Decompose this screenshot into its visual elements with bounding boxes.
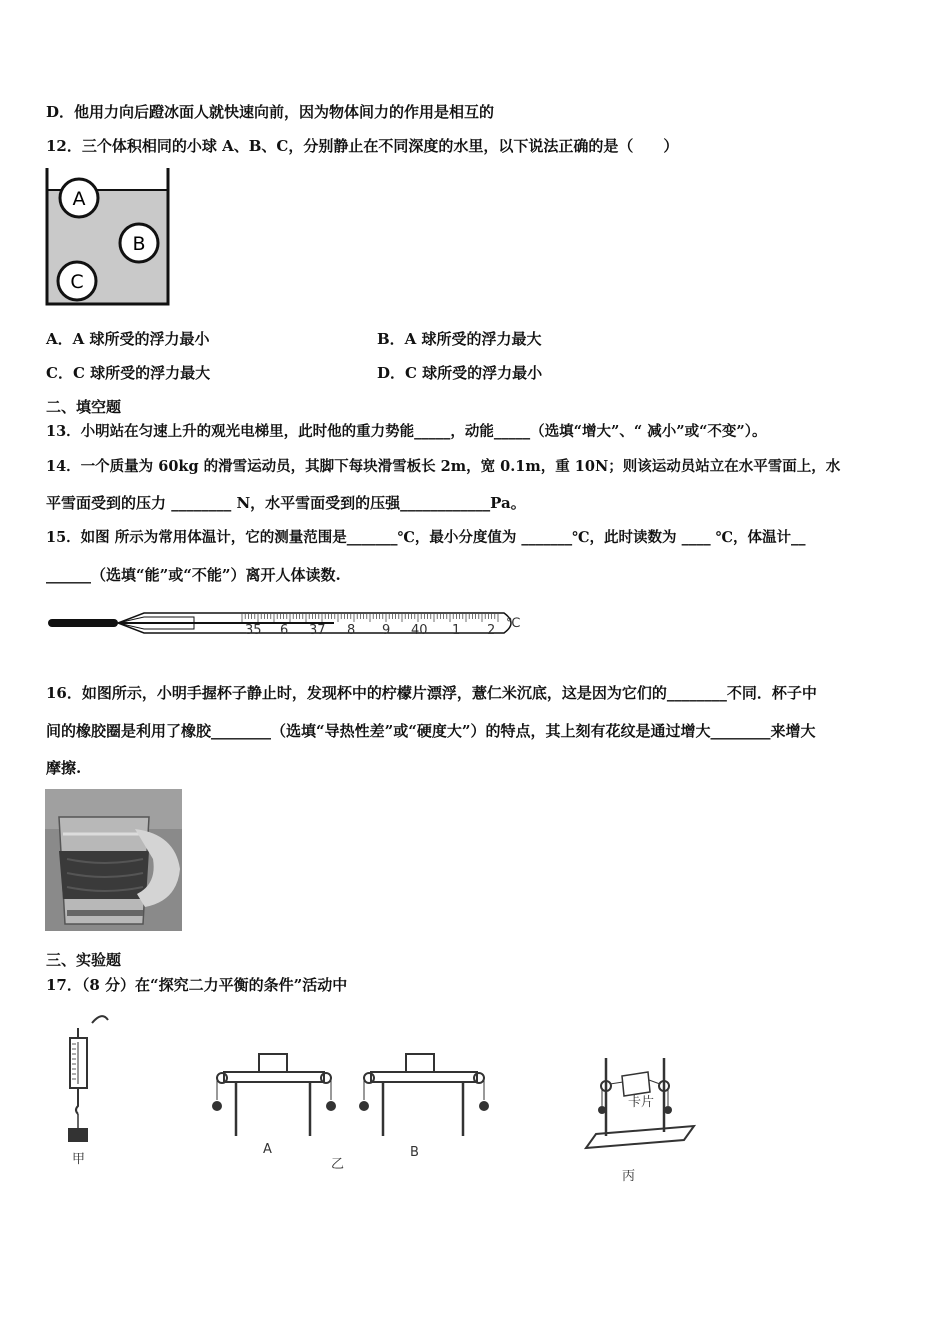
table-b	[359, 1054, 489, 1160]
label-jia: 甲	[72, 1152, 86, 1167]
q16-line2: 间的橡胶圈是利用了橡胶________（选填“导热性差”或“硬度大”）的特点，其上刻有花纹是通过增大________来增大	[46, 722, 816, 740]
ball-b-label: B	[132, 233, 146, 255]
hanging-weight-a-right	[326, 1101, 336, 1111]
q15-line1: 15．如图 所示为常用体温计，它的测量范围是_______℃，最小分度值为 _______℃，此时读数为 ____ ℃，体温计__	[46, 529, 806, 546]
string-right	[649, 1080, 660, 1084]
q12-option-b: B．A 球所受的浮力最大	[377, 330, 542, 348]
q12-stem: 12．三个体积相同的小球 A、B、C，分别静止在不同深度的水里，以下说法正确的是（ ）	[46, 137, 679, 155]
spring-scale-jia	[68, 1016, 108, 1167]
label-yi: 乙	[331, 1157, 345, 1172]
q14-line2: 平雪面受到的压力 ________ N，水平雪面受到的压强____________Pa。	[46, 494, 526, 512]
scale-label-39: 9	[382, 623, 391, 638]
base-board	[586, 1126, 694, 1148]
scale-label-42: 2	[487, 623, 496, 638]
block-a	[259, 1054, 287, 1072]
hanging-weight-left	[598, 1106, 606, 1114]
scale-label-40: 40	[411, 623, 428, 638]
table-a	[212, 1054, 336, 1157]
scale-label-41: 1	[452, 623, 461, 638]
scale-label-36: 6	[280, 623, 289, 638]
q12-beaker-figure	[44, 166, 172, 308]
q13-text: 13．小明站在匀速上升的观光电梯里，此时他的重力势能_____，动能_____（选填“增大”、“ 减小”或“不变”）。	[46, 423, 767, 440]
label-bing: 丙	[622, 1169, 636, 1184]
label-a: A	[263, 1142, 272, 1157]
section-3-title: 三、实验题	[46, 951, 122, 969]
hanging-weight-right	[664, 1106, 672, 1114]
hanging-weight-b-right	[479, 1101, 489, 1111]
card-apparatus-bing	[586, 1058, 694, 1184]
q17-stem: 17．（8 分）在“探究二力平衡的条件”活动中	[46, 976, 348, 994]
ball-c-label: C	[70, 271, 84, 293]
block-b	[406, 1054, 434, 1072]
label-b: B	[410, 1145, 419, 1160]
mercury-bulb	[48, 619, 118, 627]
q12-option-d: D．C 球所受的浮力最小	[377, 364, 543, 382]
scale-label-38: 8	[347, 623, 356, 638]
q12-option-c: C．C 球所受的浮力最大	[46, 364, 211, 382]
q11-option-d: D．他用力向后蹬冰面人就快速向前，因为物体间力的作用是相互的	[46, 103, 495, 121]
q17-figure	[44, 1008, 724, 1188]
string-left	[610, 1082, 623, 1084]
hanging-weight-b-left	[359, 1101, 369, 1111]
tabletop-b	[371, 1072, 477, 1082]
q12-option-a: A．A 球所受的浮力最小	[46, 330, 210, 348]
ball-a-label: A	[72, 188, 86, 210]
section-2-title: 二、填空题	[46, 398, 122, 416]
thermometer-figure	[44, 604, 524, 640]
q15-line2: ______（选填“能”或“不能”）离开人体读数.	[46, 566, 341, 584]
q16-line1: 16．如图所示，小明手握杯子静止时，发现杯中的柠檬片漂浮，薏仁米沉底，这是因为它们的________不同．杯子中	[46, 684, 817, 702]
hanging-weight-a-left	[212, 1101, 222, 1111]
card-label: 卡片	[628, 1095, 655, 1110]
scale-hook	[76, 1088, 78, 1114]
hand-grip	[92, 1016, 108, 1023]
scale-label-35: 35	[245, 623, 262, 638]
card	[622, 1072, 650, 1096]
scale-label-37: 37	[309, 623, 326, 638]
scale-unit: ℃	[506, 616, 521, 631]
weight-block	[68, 1128, 88, 1142]
q16-line3: 摩擦.	[46, 759, 82, 777]
tabletop-a	[224, 1072, 324, 1082]
q14-line1: 14．一个质量为 60kg 的滑雪运动员，其脚下每块滑雪板长 2m，宽 0.1m，重 10N；则该运动员站立在水平雪面上，水	[46, 458, 841, 475]
cup-photo	[45, 789, 182, 931]
